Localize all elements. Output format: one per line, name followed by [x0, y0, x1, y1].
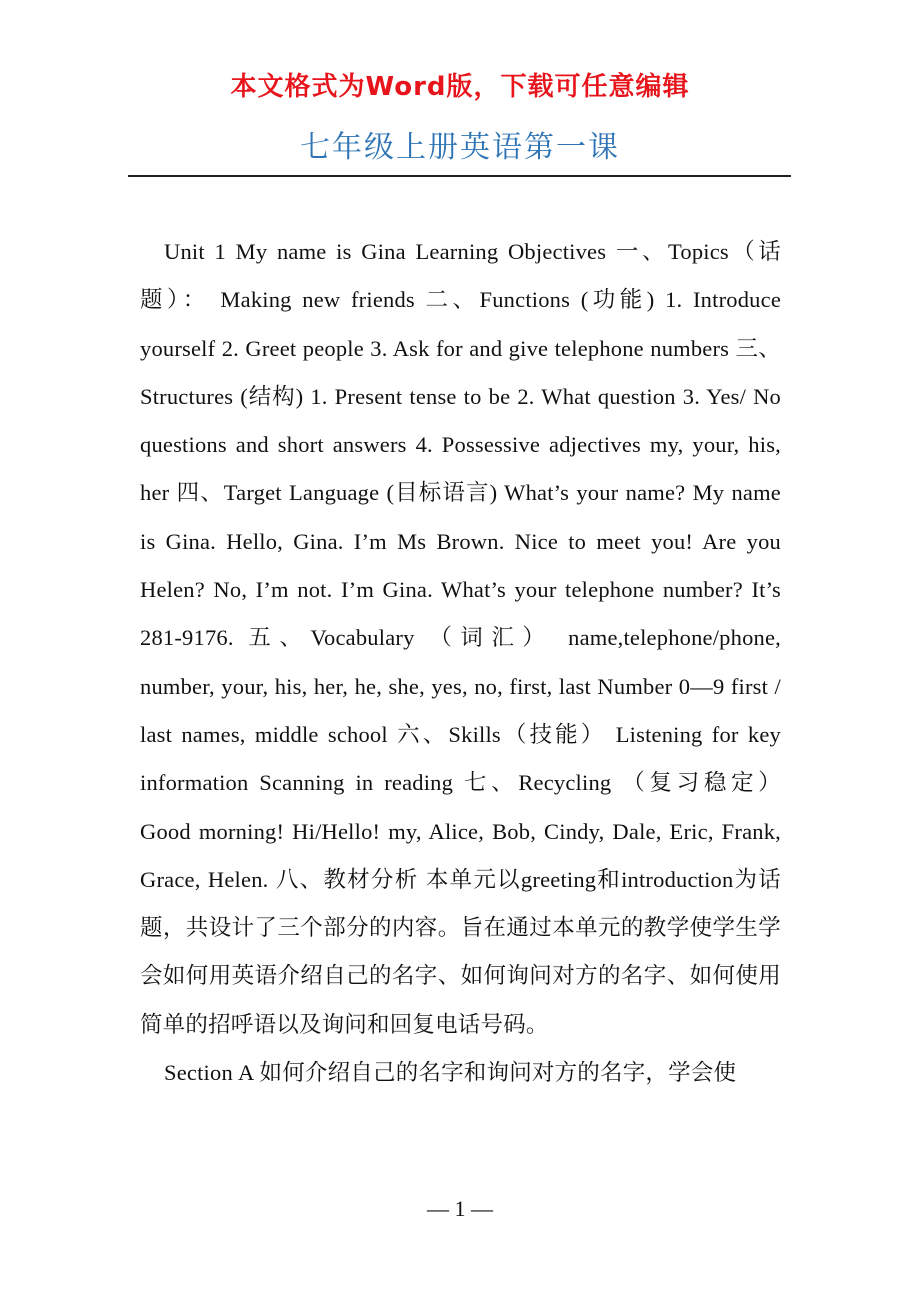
document-body — [140, 228, 781, 1097]
format-notice: 本文格式为Word版，下载可任意编辑 — [230, 72, 690, 102]
page-number: — 1 — — [427, 1196, 493, 1221]
page-title: 七年级上册英语第一课 — [300, 130, 620, 165]
body-paragraph-1: Unit 1 My name is Gina Learning Objectives 一、Topics（话题）： Making new friends 二、Functions (功能) 1. Introduce yourself 2. Greet people 3. Ask for and give telephone numbers 三、Structures (结构) 1. Present tense to be 2. What question 3. Yes/ No questions and short answers 4. Possessive adjectives my, your, his, her 四、Target Language (目标语言) What’s your name? My name is Gina. Hello, Gina. I’m Ms Brown. Nice to meet you! Are you Helen? No, I’m not. I’m Gina. What’s your telephone number? It’s 281-9176. 五、Vocabulary （词汇） name,telephone/phone, number, your, his, her, he, she, yes, no, first, last Number 0—9 first / last names, middle school 六、Skills（技能） Listening for key information Scanning in reading 七、Recycling （复习稳定） Good morning! Hi/Hello! my, Alice, Bob, Cindy, Dale, Eric, Frank, Grace, Helen. 八、教材分析 本单元以greeting和introduction为话题，共设计了三个部分的内容。旨在通过本单元的教学使学生学会如何用英语介绍自己的名字、如何询问对方的名字、如何使用简单的招呼语以及询问和回复电话号码。 — [140, 239, 781, 1037]
body-paragraph-2: Section A 如何介绍自己的名字和询问对方的名字，学会使 — [164, 1060, 737, 1086]
title-divider — [128, 175, 791, 177]
